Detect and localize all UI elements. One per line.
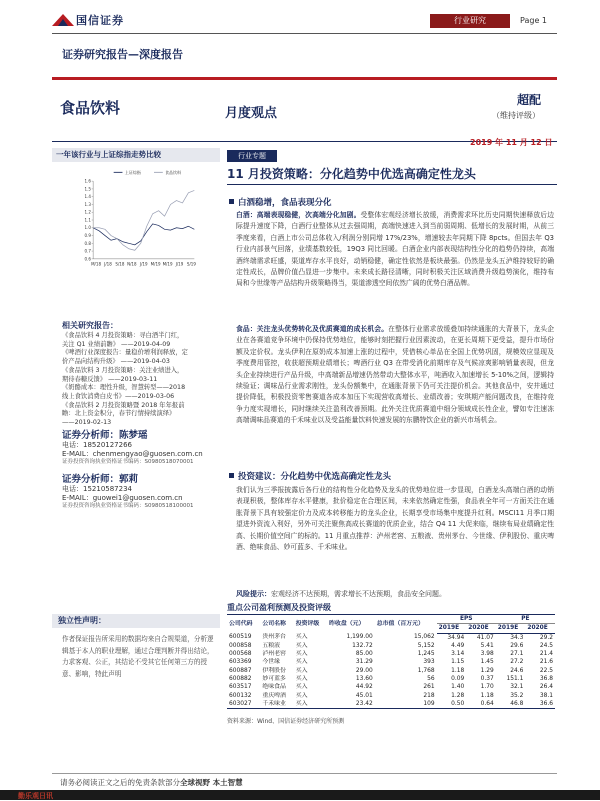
cert-label: 证券投资咨询执业资格证书编码： <box>62 503 145 510</box>
table-cell: 5,152 <box>417 642 435 649</box>
table-cell: 000858 <box>229 642 252 649</box>
table-cell: 218 <box>423 692 435 699</box>
table-cell: 0.37 <box>480 676 494 683</box>
table-cell: 1.40 <box>451 684 465 691</box>
table-cell: 1.29 <box>480 667 494 674</box>
header-divider <box>52 33 557 34</box>
table-cell: 261 <box>423 684 435 691</box>
cert-number: S0980518100001 <box>144 503 194 510</box>
legend-label: 上证综指 <box>124 169 141 175</box>
table-cell: 15,062 <box>414 634 435 641</box>
y-tick-label: 1.3 <box>84 201 91 207</box>
related-line[interactable]: 《食品饮料 2 月投资策略暨 2018 年年报前 <box>62 401 185 409</box>
y-tick-label: 1.2 <box>84 209 91 215</box>
table-cell: 31.29 <box>355 659 373 666</box>
chart-title: 一年该行业与上证综指走势比较 <box>52 148 220 162</box>
table-cell: 24.5 <box>539 642 553 649</box>
analyst-block <box>62 432 220 467</box>
bullet-square-icon <box>229 473 234 478</box>
paragraph-body: 在整体行业需求放缓叠加持续通胀的大背景下，龙头企业在各赛道竞争环境中仍保持优势地位，能够时刻把握行业因素波动，在更长周期下更受益，提升市场份额及定价权。龙头伊利在原奶成本加速上涨的过程中，凭借核心单品在全国上优势巩固，规模效应显现及季度费用管控，收获超预期业绩增长；啤酒行业 Q3 在带受消化前期库存及气候凉爽影响销量表现，但龙头企业持续进行产品升级，中高端新品增速仍然带动大整体水平，吨酒收入加速增长 5-10%之间，逻辑持续验证；调味品行业需求刚性，龙头份额集中，在通胀背景下仍可关注提价机会。其他食品中，安井通过提价降低，积极投资零售赛道各成本加压下实现营收高增长、业绩改善；安琪期产能问题改良，在维持竞争力度实现增长，同时继续关注盈利改善预期。此外关注优质赛道中细分领域成长性企业，譬如专注速冻高端调味品赛道的千禾味业以及受益能量饮料快速发展的东鹏特饮企业的新兴市场机会。 <box>236 325 555 425</box>
table-cell: 38.1 <box>539 692 553 699</box>
x-tick-label: M/19 <box>162 261 173 267</box>
table-cell: 1,199.00 <box>346 634 373 641</box>
y-tick-label: 1.1 <box>84 217 91 223</box>
table-cell: 600519 <box>229 634 252 641</box>
table-cell: 1.45 <box>480 659 494 666</box>
series-line-1 <box>93 190 194 250</box>
header-tag: 行业研究 <box>430 14 510 28</box>
x-tick-label: J/19 <box>139 261 148 267</box>
table-cell: 5.41 <box>480 642 494 649</box>
table-cell: 34.94 <box>447 634 465 641</box>
table-cell: 伊利股份 <box>262 667 286 674</box>
paragraph-body: 受整体宏观经济增长放缓，消费需求环比历史同期快速释放后边际提升速度下降，白酒行业整体从过去强周期，高端快速进入到当前弱周期、低增长的发展时期，从前三季度来看，白酒上市公司总体收入/利润分别同增 17%/23%，增速较去年同期下降 8pcts。但国去年 Q3 行业内部景气回落，业绩基数较低，19Q3 同比回暖。白酒企业内部表现结构性分化的趋势仍持续，高端酒终端需求旺盛，渠道库存水平良好，动销稳健，确定性依然是板块最强。仍然是龙头五泸维持较好的确定性成长，品牌价值凸显进一步集中。未来成长路径清晰，同时积极关注区域消费升级趋势演化，维持布局和今世缘等产品结构升级策略得当，渠道渗透空间依然广阔的优势白酒品牌。 <box>236 211 555 288</box>
section-heading: 投资建议：分化趋势中优选高确定性龙头 <box>229 470 391 482</box>
table-cell: 4.49 <box>451 642 465 649</box>
analyst-email[interactable]: E-MAIL：chenmengyao@guosen.com.cn <box>62 449 203 458</box>
table-row <box>227 642 555 650</box>
y-tick-label: 1.0 <box>84 225 91 231</box>
section-heading: 白酒稳增，食品表现分化 <box>229 196 332 208</box>
section-paragraph <box>236 210 554 290</box>
table-cell: 600882 <box>229 676 252 683</box>
table-cell: 买入 <box>295 684 308 691</box>
related-line[interactable]: 《食品饮料 3 月投资策略：关注业绩进入， <box>62 366 184 374</box>
table-cell: 3.98 <box>480 651 494 658</box>
table-cell: 21.4 <box>539 651 553 658</box>
table-cell: 600887 <box>229 667 252 674</box>
related-line[interactable]: 瞻：北上资金积分，春节行情持续演绎》 <box>62 410 176 418</box>
related-line[interactable]: 《奶酪成本：理性升级，智慧转型——2018 <box>62 384 186 392</box>
sector-name: 食品饮料 <box>60 99 121 117</box>
related-line[interactable]: 关注 Q1 业绩前瞻》 ——2019-04-09 <box>62 340 171 348</box>
table-cell: 1.18 <box>451 667 465 674</box>
related-reports-title: 相关研究报告： <box>62 321 118 330</box>
table-cell: 85.00 <box>355 651 373 658</box>
table-cell: 26.4 <box>539 684 553 691</box>
table-cell: 绝味食品 <box>262 684 286 691</box>
x-tick-label: J/18 <box>104 261 112 267</box>
y-tick-label: 0.9 <box>84 233 91 239</box>
title-underline <box>227 184 557 185</box>
table-row <box>227 683 555 691</box>
analyst-name: 证券分析师：陈梦瑶 <box>62 430 148 441</box>
col-name: 公司名称 <box>260 615 293 634</box>
title-band <box>52 77 557 143</box>
table-cell: 151.1 <box>506 676 524 683</box>
risk-note <box>236 589 554 599</box>
paragraph-body: 我们认为三季报披露后各行业的结构性分化趋势及龙头的优势地位进一步显现，白酒龙头高端白酒的动销表现积极，整体库存水平健康，批价稳定在合理区间，未来依然确定性强，食品表全年可一方面关注在通胀背景下具有较强定价力及成本转移能力的龙头企业，长期享受市场集中度提升红利。MSCI11 月季口期望进外资流入利好，另外可关注聚焦高成长赛道的优质企业，结合 Q4 11 大促来临，继续布局业绩确定性高、长期价值空间广的标的。11 月重点推荐：泸州老窖、五粮液、贵州茅台、今世缘、伊利股份、重庆啤酒、绝味食品、妙可蓝多、千禾味业。 <box>236 486 554 552</box>
table-cell: 36.6 <box>525 700 555 709</box>
table-cell: 22.5 <box>539 667 553 674</box>
table-cell: 1,768 <box>417 667 435 674</box>
footer-text-a: 请务必阅读正文之后的免责条款部分 <box>60 778 180 787</box>
cert-number: S0980518070001 <box>144 459 194 466</box>
table-cell: 29.2 <box>539 634 553 641</box>
table-cell: 34.3 <box>510 634 524 641</box>
table-cell: 0.09 <box>451 676 465 683</box>
x-tick-label: M/18 <box>91 261 102 267</box>
col-pe: PE <box>496 615 555 624</box>
forecast-table <box>227 614 555 709</box>
x-tick-label: J/19 <box>175 261 184 267</box>
related-line[interactable]: ——2019-02-13 <box>62 419 112 427</box>
table-row <box>227 633 555 642</box>
table-cell: 603027 <box>227 700 260 709</box>
table-cell: 1.15 <box>451 659 465 666</box>
analyst-block <box>62 476 220 511</box>
table-cell: 393 <box>423 659 435 666</box>
analyst-phone: 电话：15210587234 <box>62 484 132 493</box>
table-row <box>227 650 555 658</box>
section-paragraph <box>236 324 554 427</box>
table-cell: 45.01 <box>355 692 373 699</box>
col-price: 昨收盘（元） <box>327 615 375 634</box>
col-mcap: 总市值（百万元） <box>375 615 437 634</box>
paragraph-lead: 食品：关注龙头优势转化及优质赛道的成长机会。 <box>236 325 389 333</box>
col-code: 公司代码 <box>227 615 260 634</box>
table-cell: 妙可蓝多 <box>262 676 286 683</box>
table-cell: 1.70 <box>480 684 494 691</box>
risk-label: 风险提示： <box>236 590 271 598</box>
table-cell: 贵州茅台 <box>262 634 286 641</box>
table-row <box>227 692 555 700</box>
table-cell: 买入 <box>295 659 308 666</box>
table-cell: 买入 <box>295 692 308 699</box>
table-cell: 35.2 <box>510 692 524 699</box>
y-tick-label: 1.4 <box>84 194 91 200</box>
x-tick-label: S/18 <box>115 261 125 267</box>
table-cell: 21.6 <box>539 659 553 666</box>
legend-label: 食品饮料 <box>165 169 182 175</box>
table-cell: 买入 <box>295 642 308 649</box>
bullet-square-icon <box>229 199 234 204</box>
table-cell: 重庆啤酒 <box>262 692 286 699</box>
col-rating: 投资评级 <box>294 615 327 634</box>
table-cell: 买入 <box>295 651 308 658</box>
x-tick-label: M/19 <box>150 261 161 267</box>
table-cell: 0.64 <box>466 700 496 709</box>
table-cell: 132.72 <box>352 642 373 649</box>
table-cell: 泸州老窖 <box>262 651 286 658</box>
y-tick-label: 0.8 <box>84 240 91 246</box>
guosen-logo-icon <box>52 14 74 26</box>
related-line[interactable]: 期待春糖反馈》 ——2019-03-11 <box>62 375 158 383</box>
table-cell: 13.60 <box>355 676 373 683</box>
table-cell: 千禾味业 <box>260 700 293 709</box>
table-cell: 41.07 <box>476 634 494 641</box>
y-tick-label: 0.7 <box>84 248 91 254</box>
table-cell: 买入 <box>295 676 308 683</box>
table-cell: 000568 <box>229 651 252 658</box>
related-reports-list <box>62 332 220 428</box>
table-cell: 109 <box>375 700 437 709</box>
analyst-name: 证券分析师：郭莉 <box>62 474 139 485</box>
disclaimer-text: 作者保证报告所采用的数据均来自合规渠道，分析逻辑基于本人的职业理解，通过合理判断并得出结论，力求客观、公正，其结论不受其它任何第三方的授意、影响，特此声明 <box>62 635 214 678</box>
table-cell: 1.28 <box>451 692 465 699</box>
table-cell: 44.92 <box>355 684 373 691</box>
table-cell: 603369 <box>229 659 252 666</box>
table-row <box>227 675 555 683</box>
table-row <box>227 700 555 709</box>
index-comparison-chart <box>55 165 220 275</box>
table-cell: 27.1 <box>510 651 524 658</box>
table-cell: 32.1 <box>510 684 524 691</box>
report-type: 证券研究报告—深度报告 <box>62 48 183 61</box>
table-cell: 600132 <box>229 692 252 699</box>
table-cell: 0.50 <box>437 700 467 709</box>
watermark-text: 勤乐观日讯 <box>18 792 53 800</box>
report-date: 2019 年 11 月 12 日 <box>470 138 553 147</box>
table-cell: 买入 <box>295 667 308 674</box>
table-cell: 29.00 <box>355 667 373 674</box>
analyst-phone: 电话：18520127266 <box>62 440 132 449</box>
table-cell: 29.6 <box>510 642 524 649</box>
footer-text-b: 全球视野 本土智慧 <box>180 778 243 787</box>
footer-divider <box>52 773 557 774</box>
x-tick-label: N/18 <box>127 261 137 267</box>
industry-tag: 行业专题 <box>227 150 277 162</box>
table-row <box>227 667 555 675</box>
rating-sub: （维持评级） <box>492 111 540 120</box>
analyst-email[interactable]: E-MAIL：guowei1@guosen.com.cn <box>62 493 183 502</box>
risk-text: 宏观经济不达预期，需求增长不达预期，食品安全问题。 <box>271 590 446 598</box>
table-cell: 56 <box>427 676 435 683</box>
table-title: 重点公司盈利预测及投资评级 <box>227 603 331 612</box>
x-tick-label: S/19 <box>186 261 196 267</box>
table-row <box>227 658 555 666</box>
related-line[interactable]: 价产品向结构升级》 ——2019-04-03 <box>62 358 170 366</box>
table-cell: 买入 <box>294 700 327 709</box>
brand-name: 国信证券 <box>76 14 124 27</box>
table-cell: 五粮液 <box>262 642 281 649</box>
watermark-bar <box>0 790 600 800</box>
table-cell: 1,245 <box>417 651 435 658</box>
main-title: 11 月投资策略：分化趋势中优选高确定性龙头 <box>227 167 476 181</box>
paragraph-lead: 白酒：高端表现稳健，次高端分化加剧。 <box>236 211 361 219</box>
table-cell: 3.14 <box>451 651 465 658</box>
col-pe-2019: 2019E <box>496 624 526 633</box>
col-eps: EPS <box>437 615 496 624</box>
report-name: 月度观点 <box>225 106 278 121</box>
table-cell: 买入 <box>295 634 308 641</box>
table-cell: 27.2 <box>510 659 524 666</box>
table-cell: 24.6 <box>510 667 524 674</box>
related-line[interactable]: 《啤酒行业深度报告：量稳价增利润释放，定 <box>62 349 188 357</box>
table-source: 资料来源：Wind、国信证券经济研究所预测 <box>227 718 345 725</box>
section-paragraph <box>236 485 554 553</box>
y-tick-label: 1.6 <box>84 178 91 184</box>
disclaimer-title: 独立性声明： <box>52 614 220 628</box>
y-tick-label: 1.5 <box>84 186 91 192</box>
table-cell: 36.8 <box>539 676 553 683</box>
table-cell: 603517 <box>229 684 252 691</box>
page-number: Page 1 <box>520 16 547 25</box>
table-cell: 今世缘 <box>262 659 281 666</box>
table-cell: 1.18 <box>480 692 494 699</box>
related-line[interactable]: 线上食饮消费白皮书》——2019-03-06 <box>62 392 175 400</box>
cert-label: 证券投资咨询执业资格证书编码： <box>62 459 145 466</box>
related-line[interactable]: 《食品饮料 4 月投资策略：寻白酒半门红， <box>62 332 184 339</box>
table-cell: 46.8 <box>496 700 526 709</box>
y-tick-label: 0.6 <box>84 256 91 262</box>
col-eps-2020: 2020E <box>466 624 496 633</box>
col-eps-2019: 2019E <box>437 624 467 633</box>
footer-text <box>60 777 243 788</box>
rating: 超配 <box>517 93 542 107</box>
col-pe-2020: 2020E <box>525 624 555 633</box>
table-cell: 23.42 <box>327 700 375 709</box>
